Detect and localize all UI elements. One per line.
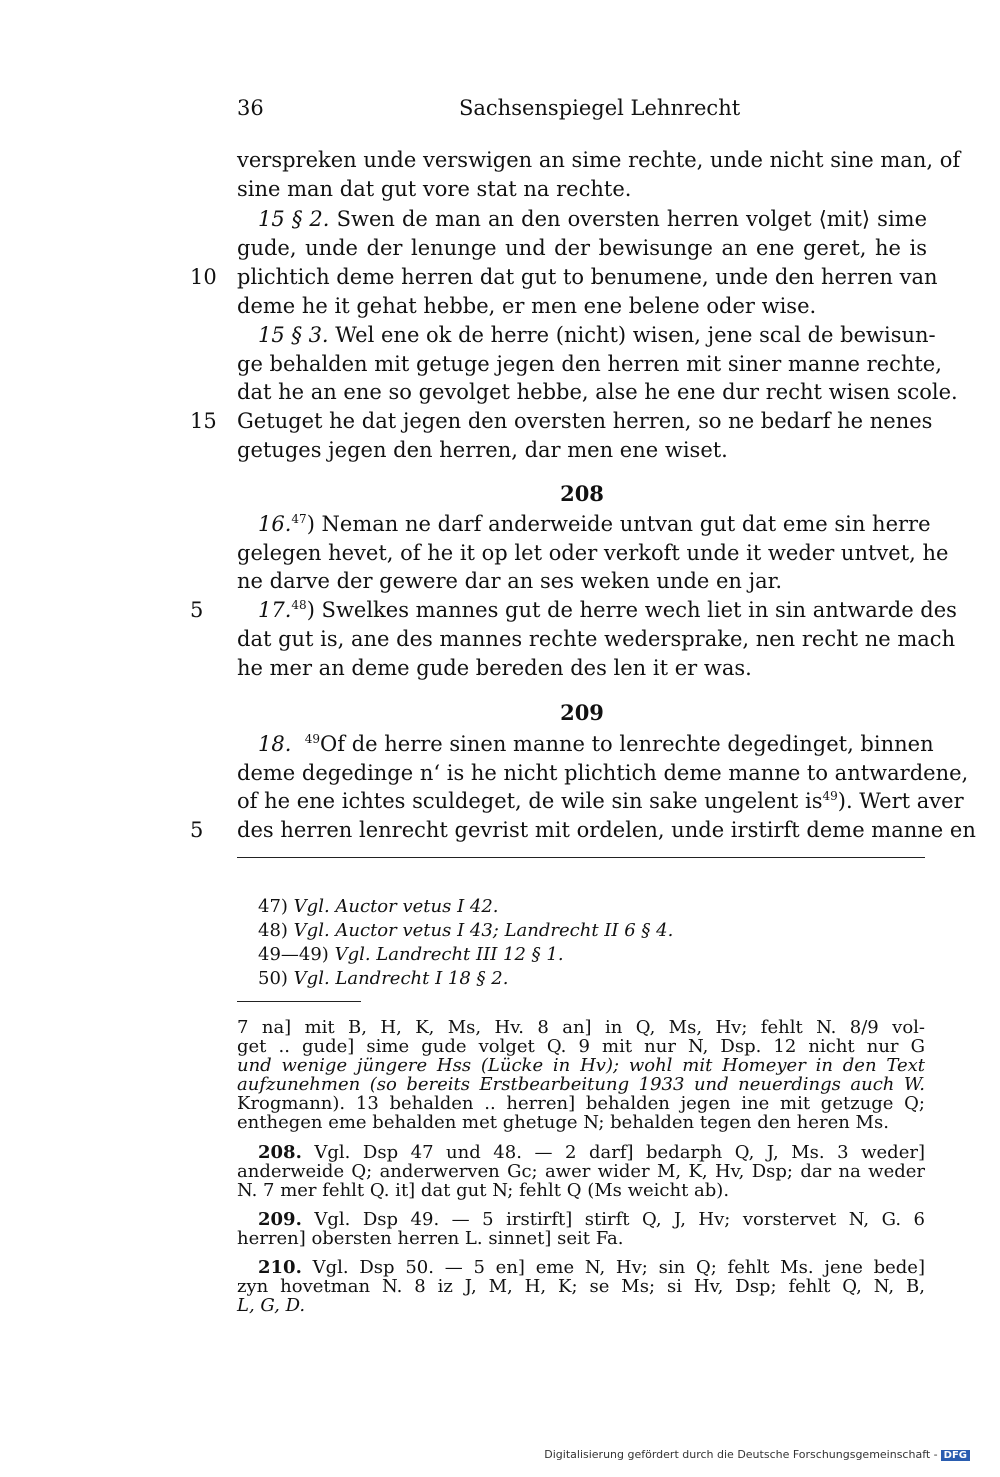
paragraph-ref: 17. — [258, 598, 292, 622]
margin-line-number: 15 — [190, 409, 217, 433]
footnote: 49—49) Vgl. Landrecht III 12 § 1. — [258, 944, 564, 965]
body-line: Getuget he dat jegen den oversten herren, so ne bedarf he nenes — [237, 409, 933, 433]
apparatus-line: 210. Vgl. Dsp 50. — 5 en] eme N, Hv; sin Q; fehlt Ms. jene bede] — [258, 1257, 925, 1278]
section-number: 208 — [560, 481, 604, 506]
footnote-ref: 49 — [822, 789, 838, 803]
margin-line-number: 10 — [190, 265, 217, 289]
paragraph-ref: 18. — [258, 732, 292, 756]
footnote-ref: 49 — [304, 732, 321, 746]
body-line: deme degedinge n‘ is he nicht plichtich deme manne to antwardene, — [237, 761, 969, 785]
apparatus-line: 7 na] mit B, H, K, Ms, Hv. 8 an] in Q, Ms, Hv; fehlt N. 8/9 vol- — [237, 1017, 925, 1038]
body-line: dat he an ene so gevolget hebbe, alse he ene dur recht wisen scole. — [237, 380, 958, 404]
footnote: 50) Vgl. Landrecht I 18 § 2. — [258, 968, 509, 989]
body-line: ge behalden mit getuge jegen den herren mit siner manne rechte, — [237, 352, 942, 376]
section-number: 209 — [560, 700, 604, 725]
footnote: 47) Vgl. Auctor vetus I 42. — [258, 896, 499, 917]
body-line: dat gut is, ane des mannes rechte wedersprake, nen recht ne mach — [237, 627, 956, 651]
apparatus-line: anderweide Q; anderwerven Gc; awer wider M, K, Hv, Dsp; dar na weder — [237, 1161, 925, 1182]
apparatus-line: 209. Vgl. Dsp 49. — 5 irstirft] stirft Q, J, Hv; vorstervet N, G. 6 — [258, 1209, 925, 1230]
apparatus-divider — [237, 1001, 361, 1002]
apparatus-line: enthegen eme behalden met ghetuge N; behalden tegen den heren Ms. — [237, 1112, 889, 1133]
body-line: plichtich deme herren dat gut to benumene, unde den herren van — [237, 265, 938, 289]
body-line: sine man dat gut vore stat na rechte. — [237, 177, 632, 201]
body-line: getuges jegen den herren, dar men ene wiset. — [237, 438, 728, 462]
margin-line-number: 5 — [190, 818, 204, 842]
page-header — [237, 96, 925, 126]
apparatus-line: get .. gude] sime gude volget Q. 9 mit nur N, Dsp. 12 nicht nur G — [237, 1036, 925, 1057]
body-line: 15 § 3. Wel ene ok de herre (nicht) wisen, jene scal de bewisun- — [258, 323, 936, 347]
body-line: of he ene ichtes sculdeget, de wile sin sake ungelent $is^{49}$). Wert aver — [237, 789, 964, 813]
body-line: ne darve der gewere dar an ses weken unde en jar. — [237, 569, 783, 593]
body-line: 16.47) Neman ne darf anderweide untvan gut dat eme sin herre — [258, 512, 931, 536]
page-number: 36 — [237, 96, 264, 120]
apparatus-line: und wenige jüngere Hss (Lücke in Hv); wohl mit Homeyer in den Text — [237, 1055, 925, 1076]
body-line: he mer an deme gude bereden des len it er was. — [237, 656, 752, 680]
body-line: 15 § 2. Swen de man an den oversten herren volget ⟨mit⟩ sime — [258, 207, 928, 231]
apparatus-line: herren] obersten herren L. sinnet] seit Fa. — [237, 1228, 624, 1249]
apparatus-line: Krogmann). 13 behalden .. herren] behalden jegen ine mit getzuge Q; — [237, 1093, 925, 1114]
credit-text: Digitalisierung gefördert durch die Deutsche Forschungsgemeinschaft - — [544, 1448, 938, 1461]
body-line: gelegen hevet, of he it op let oder verkoft unde it weder untvet, he — [237, 541, 949, 565]
footnote-ref: 47 — [291, 512, 307, 526]
digitization-credit — [544, 1448, 970, 1461]
apparatus-line: 208. Vgl. Dsp 47 und 48. — 2 darf] bedarph Q, J, Ms. 3 weder] — [258, 1142, 925, 1163]
apparatus-line: N. 7 mer fehlt Q. it] dat gut N; fehlt Q (Ms weicht ab). — [237, 1180, 730, 1201]
running-title: Sachsenspiegel Lehnrecht — [459, 96, 741, 120]
body-line: 18. $^{49}$Of de herre sinen manne to lenrechte degedinget, binnen — [258, 732, 934, 756]
paragraph-ref: 16. — [258, 512, 292, 536]
paragraph-ref: 15 § 2. — [258, 207, 330, 231]
body-line: deme he it gehat hebbe, er men ene belene oder wise. — [237, 294, 817, 318]
body-line: verspreken unde verswigen an sime rechte, unde nicht sine man, of — [237, 148, 961, 172]
body-line: gude, unde der lenunge und der bewisunge an ene geret, he is — [237, 236, 927, 260]
body-line: des herren lenrecht gevrist mit ordelen, unde irstirft deme manne en — [237, 818, 976, 842]
dfg-logo-icon: DFG — [941, 1450, 970, 1461]
footnote: 48) Vgl. Auctor vetus I 43; Landrecht II 6 § 4. — [258, 920, 674, 941]
footnote-ref: 48 — [291, 598, 307, 612]
footnote-divider — [237, 857, 925, 858]
apparatus-line: aufzunehmen (so bereits Erstbearbeitung 1933 und neuerdings auch W. — [237, 1074, 925, 1095]
paragraph-ref: 15 § 3. — [258, 323, 329, 347]
body-line: 17.48) Swelkes mannes gut de herre wech liet in sin antwarde des — [258, 598, 957, 622]
margin-line-number: 5 — [190, 598, 204, 622]
apparatus-line: L, G, D. — [237, 1295, 306, 1316]
apparatus-line: zyn hovetman N. 8 iz J, M, H, K; se Ms; si Hv, Dsp; fehlt Q, N, B, — [237, 1276, 925, 1297]
